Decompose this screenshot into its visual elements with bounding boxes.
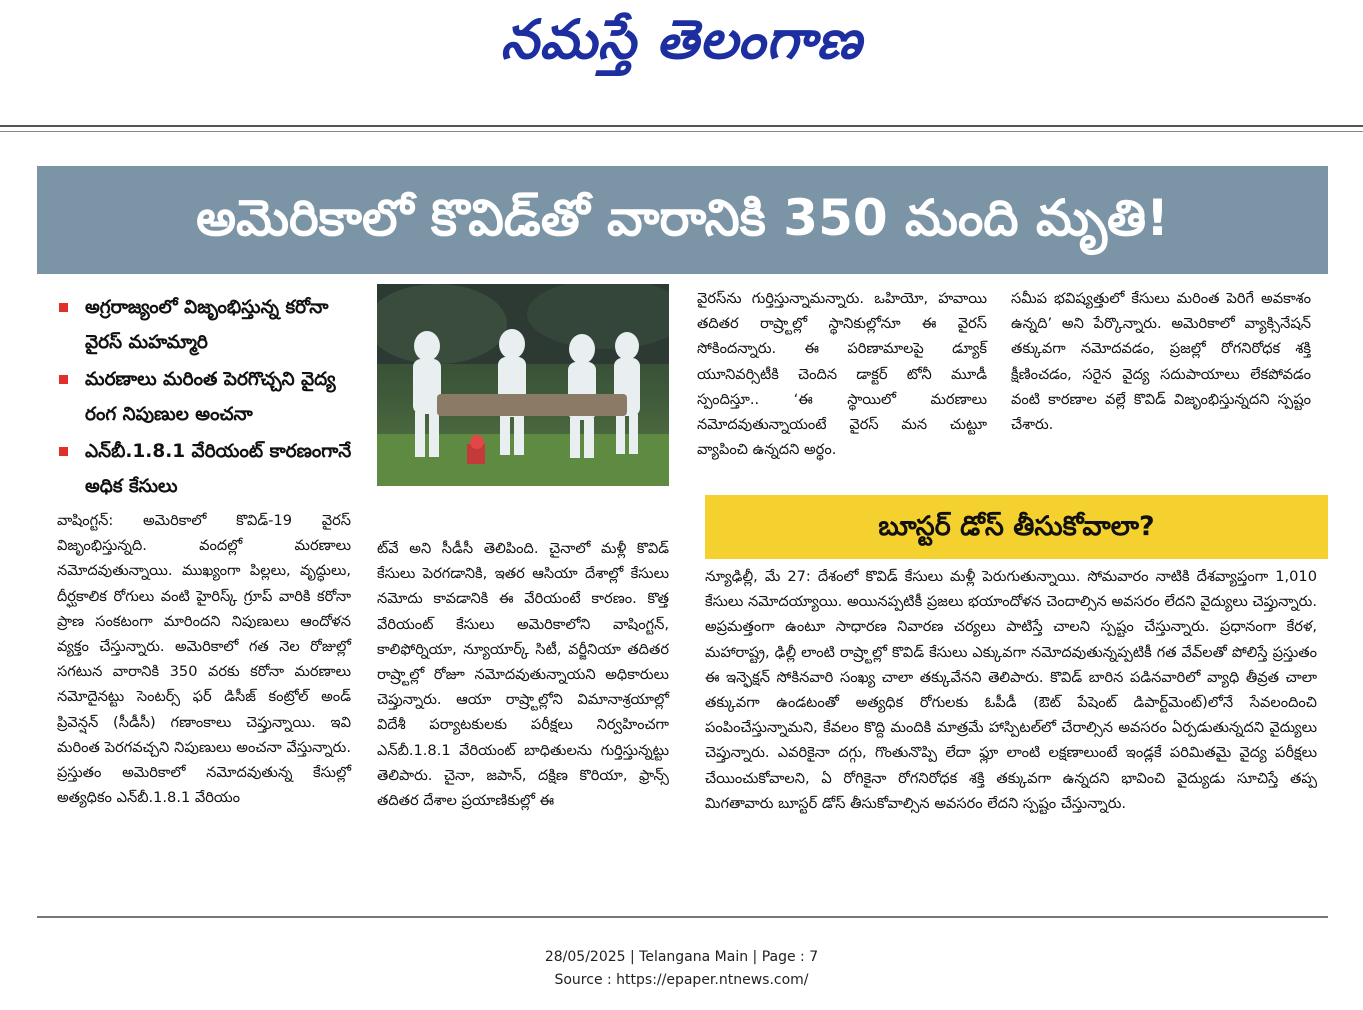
source-link[interactable]: Source : https://epaper.ntnews.com/	[554, 972, 809, 988]
headline-band	[37, 166, 1328, 274]
headline: అమెరికాలో కొవిడ్‌తో వారానికి 350 మంది మృతి!	[196, 189, 1169, 247]
highlight-item	[57, 434, 367, 504]
subheading: బూస్టర్‌ డోస్‌ తీసుకోవాలా?	[878, 511, 1155, 542]
masthead-rule-thin	[0, 131, 1363, 132]
article-column-2: ట్‌వే అని సీడీసీ తెలిపింది. చైనాలో మళ్లీ కొవిడ్‌ కేసులు పెరగడానికి, ఇతర ఆసియా దేశాల్లో కేసులు నమోదు కావడానికి ఈ వేరియంటే కారణం. కొత్త వేరియంట్‌ కేసులు అమెరికాలోని వాషింగ్టన్‌, కాలిఫోర్నియా, న్యూయార్క్‌ సిటీ, వర్జీనియా తదితర రాష్ర్టాల్లో రోజూ నమోదవుతున్నాయని అధికారులు చెప్తున్నారు. ఆయా రాష్ర్టాల్లోని విమానాశ్రయాల్లో విదేశీ పర్యాటకులకు పరీక్షలు నిర్వహించగా ఎన్‌బీ.1.8.1 వేరియంట్‌ బాధితులను గుర్తిస్తున్నట్టు తెలిపారు. చైనా, జపాన్‌, దక్షిణ కొరియా, ఫ్రాన్స్‌ తదితర దేశాల ప్రయాణికుల్లో ఈ	[377, 540, 669, 810]
highlight-item	[57, 362, 367, 432]
photo-illustration	[377, 284, 669, 486]
square-bullet-icon	[59, 447, 68, 456]
square-bullet-icon	[59, 303, 68, 312]
highlights-list	[57, 290, 367, 506]
article-column-1: వాషింగ్టన్‌: అమెరికాలో కొవిడ్‌-19 వైరస్‌ విజృంభిస్తున్నది. వందల్లో మరణాలు నమోదవుతున్నాయి. ముఖ్యంగా పిల్లలు, వృద్ధులు, దీర్ఘకాలిక రోగులు వంటి హైరిస్క్‌ గ్రూప్‌ వారికి కరోనా ప్రాణ సంకటంగా మారిందని నిపుణులు ఆందోళన వ్యక్తం చేస్తున్నారు. అమెరికాలో గత నెల రోజుల్లో సగటున వారానికి 350 వరకు కరోనా మరణాలు నమోదైనట్టు సెంటర్స్‌ ఫర్‌ డిసీజ్‌ కంట్రోల్‌ అండ్‌ ప్రివెన్షన్‌ (సీడీసీ) గణాంకాలు చెప్తున్నాయి. ఇవి మరింత పెరగవచ్చని నిపుణులు అంచనా వేస్తున్నారు. ప్రస్తుతం అమెరికాలో నమోదవుతున్న కేసుల్లో అత్యధికం ఎన్‌బీ.1.8.1 వేరియం	[57, 512, 351, 807]
booster-article-body: న్యూఢిల్లీ, మే 27: దేశంలో కొవిడ్‌ కేసులు మళ్లీ పెరుగుతున్నాయి. సోమవారం నాటికి దేశవ్యాప్తంగా 1,010 కేసులు నమోదయ్యాయి. అయినప్పటికీ ప్రజలు భయాందోళన చెందాల్సిన అవసరం లేదని వైద్యులు చెప్తున్నారు. అప్రమత్తంగా ఉంటూ సాధారణ నివారణ చర్యలు పాటిస్తే చాలని స్పష్టం చేస్తున్నారు. ప్రధానంగా కేరళ, మహారాష్ట్ర, ఢిల్లీ లాంటి రాష్ర్టాల్లో కొవిడ్‌ కేసులు ఎక్కువగా నమోదవుతున్నప్పటికీ గత వేవ్‌లతో పోలిస్తే ప్రస్తుతం ఈ ఇన్ఫెక్షన్‌ సోకినవారి సంఖ్య చాలా తక్కువేనని తెలిపారు. కొవిడ్‌ బారిన పడినవారిలో వ్యాధి తీవ్రత చాలా తక్కువగా ఉండటంతో అత్యధిక రోగులకు ఓపీడీ (ఔట్‌ పేషెంట్‌ డిపార్ట్‌మెంట్‌)లోనే సేవలందించి పంపించేస్తున్నామని, కేవలం కొద్ది మందికి మాత్రమే హాస్పిటల్‌లో చేరాల్సిన అవసరం ఏర్పడుతున్నదని వైద్యులు చెప్తున్నారు. ఎవరికైనా దగ్గు, గొంతునొప్పి లేదా ఫ్లూ లాంటి లక్షణాలుంటే ఇండ్లకే పరిమితమై వైద్య పరీక్షలు చేయించుకోవాలని, ఏ రోగికైనా రోగనిరోధక శక్తి తక్కువగా ఉన్నదని భావించి వైద్యుడు సూచిస్తే తప్ప మిగతావారు బూస్టర్‌ డోస్‌ తీసుకోవాల్సిన అవసరం లేదని స్పష్టం చేస్తున్నారు.	[705, 568, 1317, 812]
square-bullet-icon	[59, 375, 68, 384]
newspaper-logo: నమస్తే తెలంగాణ	[500, 8, 863, 71]
highlight-text: అగ్రరాజ్యంలో విజృంభిస్తున్న కరోనా వైరస్‌ మహమ్మారి	[85, 297, 329, 353]
article-column-3: వైరస్‌ను గుర్తిస్తున్నామన్నారు. ఒహియో, హవాయి తదితర రాష్ర్టాల్లో స్థానికుల్లోనూ ఈ వైరస్‌ సోకిందన్నారు. ఈ పరిణామాలపై డ్యూక్‌ యూనివర్సిటీకి చెందిన డాక్టర్‌ టోనీ మూడీ స్పందిస్తూ.. ‘ఈ స్థాయిలో మరణాలు నమోదవుతున్నాయంటే వైరస్‌ మన చుట్టూ వ్యాపించి ఉన్నదని అర్థం.	[697, 290, 987, 459]
highlight-text: ఎన్‌బీ.1.8.1 వేరియంట్‌ కారణంగానే అధిక కేసులు	[85, 441, 352, 497]
edition-info: 28/05/2025 | Telangana Main | Page : 7	[544, 949, 819, 965]
masthead-rule	[0, 125, 1363, 127]
article-column-4: సమీప భవిష్యత్తులో కేసులు మరింత పెరిగే అవకాశం ఉన్నది’ అని పేర్కొన్నారు. అమెరికాలో వ్యాక్సినేషన్‌ తక్కువగా నమోదవడం, ప్రజల్లో రోగనిరోధక శక్తి క్షీణించడం, సరైన వైద్య సదుపాయాలు లేకపోవడం వంటి కారణాల వల్లే కొవిడ్‌ విజృంభిస్తున్నదని స్పష్టం చేశారు.	[1011, 290, 1311, 434]
highlight-text: మరణాలు మరింత పెరగొచ్చని వైద్య రంగ నిపుణుల అంచనా	[85, 369, 336, 425]
article-clipping	[37, 166, 1328, 918]
news-photo	[377, 284, 669, 486]
page-footer	[0, 946, 1363, 992]
highlight-item	[57, 290, 367, 360]
subheading-band	[705, 495, 1328, 559]
masthead	[0, 0, 1363, 100]
